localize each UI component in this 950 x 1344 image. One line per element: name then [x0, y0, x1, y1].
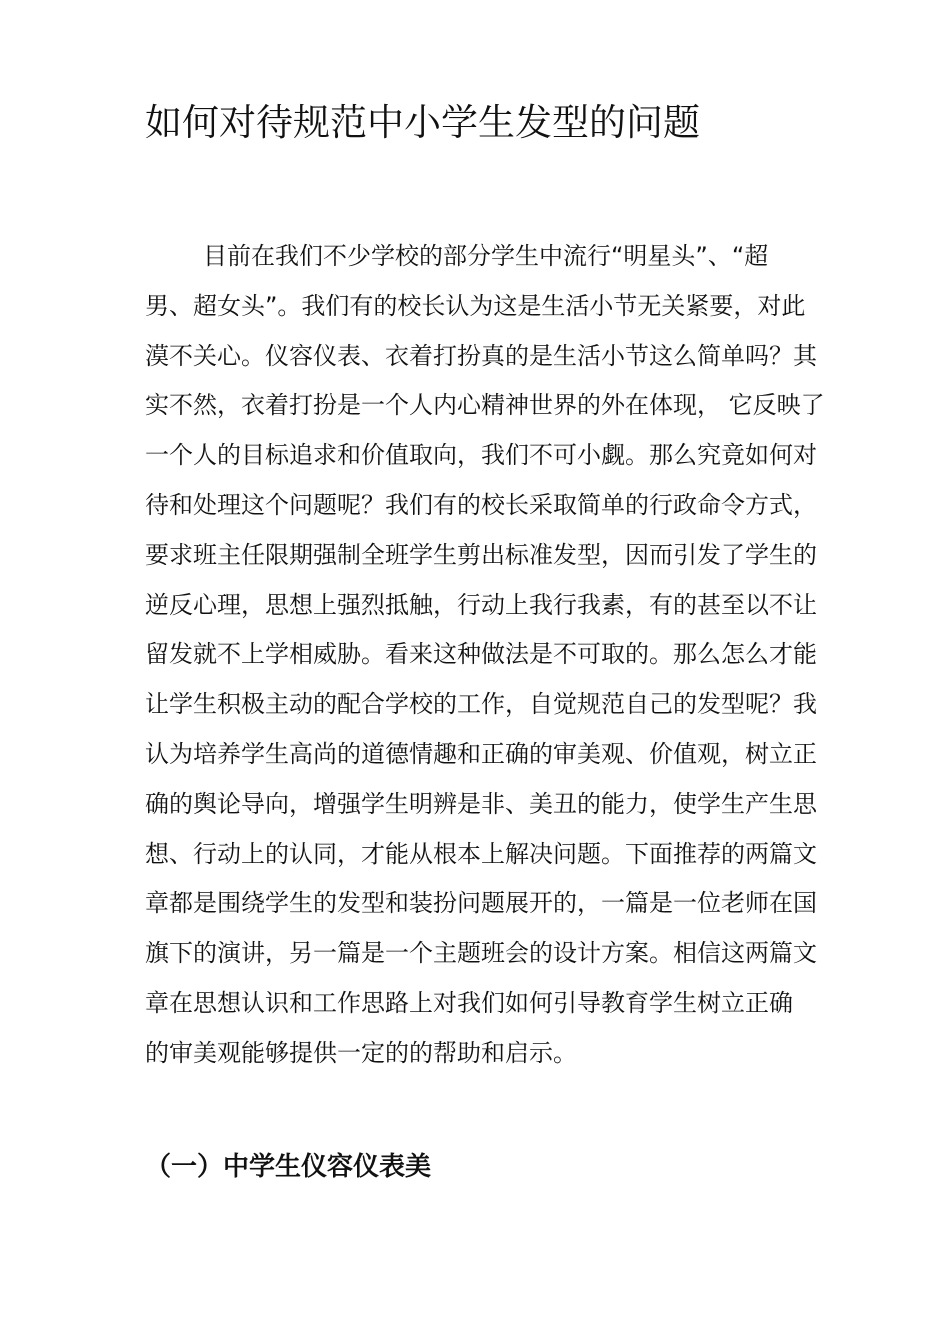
document-title: 如何对待规范中小学生发型的问题 — [145, 101, 700, 144]
paragraph-line: 要求班主任限期强制全班学生剪出标准发型，因而引发了学生的 — [145, 540, 817, 569]
paragraph-line: 的审美观能够提供一定的的帮助和启示。 — [145, 1038, 577, 1067]
paragraph-line: 确的舆论导向，增强学生明辨是非、美丑的能力，使学生产生思 — [145, 789, 817, 818]
section-heading: （一）中学生仪容仪表美 — [145, 1152, 432, 1182]
paragraph-line: 认为培养学生高尚的道德情趣和正确的审美观、价值观，树立正 — [145, 739, 817, 768]
paragraph-line: 章在思想认识和工作思路上对我们如何引导教育学生树立正确 — [145, 988, 793, 1017]
paragraph-line: 待和处理这个问题呢？我们有的校长采取简单的行政命令方式， — [145, 490, 817, 519]
paragraph-line: 目前在我们不少学校的部分学生中流行“明星头”、“超 — [203, 242, 769, 270]
paragraph-line: 留发就不上学相威胁。看来这种做法是不可取的。那么怎么才能 — [145, 640, 817, 669]
paragraph-line: 让学生积极主动的配合学校的工作，自觉规范自己的发型呢？我 — [145, 690, 817, 719]
paragraph-line: 想、行动上的认同，才能从根本上解决问题。下面推荐的两篇文 — [145, 839, 817, 868]
paragraph-line: 实不然，衣着打扮是一个人内心精神世界的外在体现， 它反映了 — [145, 391, 825, 420]
intro-paragraph — [145, 232, 825, 1079]
paragraph-line: 漠不关心。仪容仪表、衣着打扮真的是生活小节这么简单吗？其 — [145, 341, 817, 370]
paragraph-line: 章都是围绕学生的发型和装扮问题展开的，一篇是一位老师在国 — [145, 889, 817, 918]
paragraph-line: 旗下的演讲，另一篇是一个主题班会的设计方案。相信这两篇文 — [145, 939, 817, 968]
paragraph-line: 男、超女头”。我们有的校长认为这是生活小节无关紧要，对此 — [145, 291, 806, 320]
paragraph-line: 逆反心理，思想上强烈抵触，行动上我行我素，有的甚至以不让 — [145, 590, 817, 619]
paragraph-line: 一个人的目标追求和价值取向，我们不可小觑。那么究竟如何对 — [145, 441, 817, 470]
